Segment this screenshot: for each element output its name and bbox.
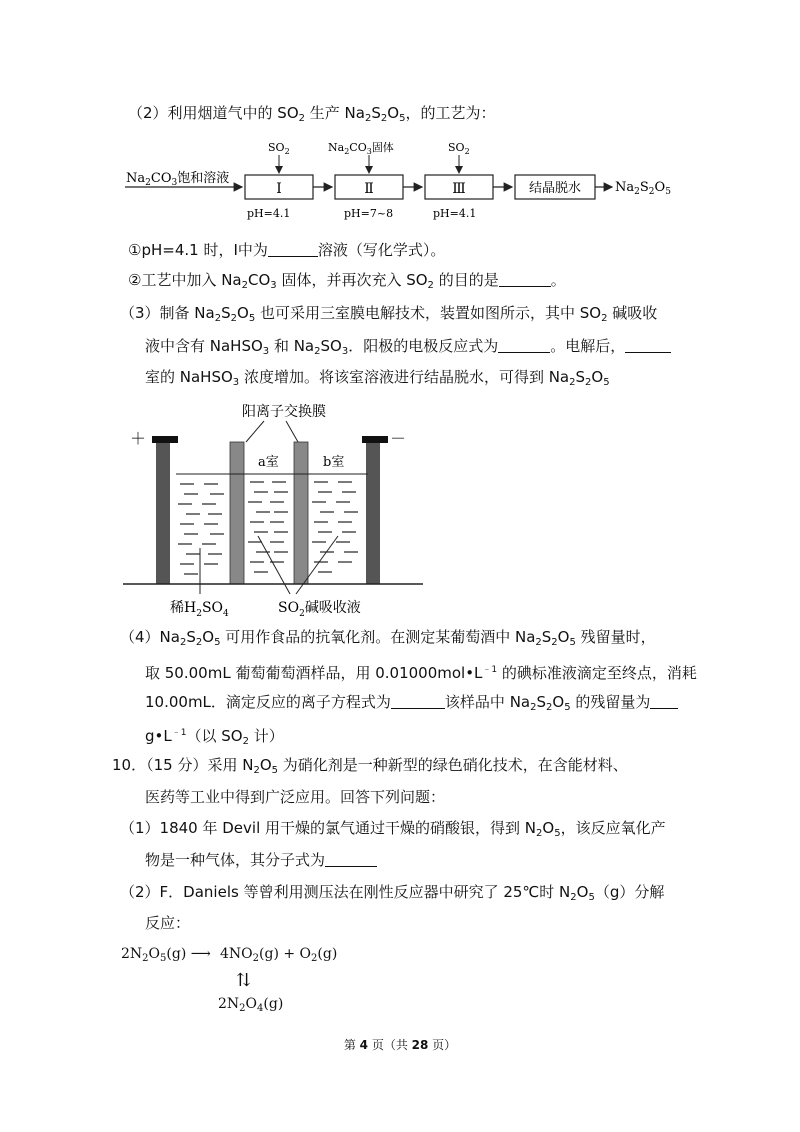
q10-2-line-2: 反应： (145, 914, 191, 932)
equation-right-1: $4NO_2(g) + O_2(g)$ (220, 946, 338, 964)
flow-start-label: $Na_2CO_3$饱和溶液 (126, 171, 230, 188)
q4-line-1: $(4)Na_2S_2O_5$ 可用作食品的抗氧化剂。在测定某葡萄酒中 $Na_2S_2O_5$ 残留量时， (120, 628, 656, 648)
question-ii: ②工艺中加入 $Na_2CO_3$ 固体，并再次充入 $SO_2$ 的目的是 。 (128, 271, 566, 291)
svg-text:Ⅲ: Ⅲ (452, 181, 466, 197)
svg-text:阳离子交换膜: 阳离子交换膜 (242, 404, 326, 420)
svg-text:pH=4.1: pH=4.1 (433, 207, 477, 220)
q2-intro: （2）利用烟道气中的 $SO_2$ 生产 $Na_2S_2O_5$，的工艺为： (128, 104, 496, 124)
membrane-left (230, 442, 244, 584)
plus-terminal-label: ＋ (130, 429, 147, 448)
process-flow-diagram (120, 138, 690, 226)
cathode-electrode (366, 442, 380, 584)
q3-line-3: 室的 NaHSO$_3$ 浓度增加。将该室溶液进行结晶脱水，可得到 $Na_2S_2O_5$ (145, 368, 610, 388)
q4-line-2: 取 50.00mL 葡萄葡萄酒样品，用 $0.01000mol•L^{﹣1}$ 的碘标准液滴定至终点，消耗 (145, 664, 697, 682)
flow-product-label: $Na_2S_2O_5$ (615, 180, 671, 197)
minus-terminal-label: － (390, 429, 407, 448)
membrane-right (294, 442, 308, 584)
equation-right-2: $2N_2O_4(g)$ (218, 996, 284, 1014)
q10-1-line-1: （1）1840 年 Devil 用干燥的氯气通过干燥的硝酸银，得到 $N_2O_5$，该反应氧化产 (120, 819, 666, 839)
q3-line-1: （3）制备 $Na_2S_2O_5$ 也可采用三室膜电解技术，装置如图所示，其中 $SO_2$ 碱吸收 (120, 304, 658, 324)
q4-line-3: 10.00mL．滴定反应的离子方程式为 该样品中 $Na_2S_2O_5$ 的残留量为 (145, 692, 678, 718)
absorbent-label: $SO_2$碱吸收液 (278, 600, 361, 619)
svg-text:Ⅱ: Ⅱ (364, 181, 374, 197)
step-2-solid-label: $Na_2CO_3$固体 (328, 141, 394, 156)
dilute-acid-label: 稀$H_2SO_4$ (170, 600, 229, 619)
step-3-so2-label: $SO_2$ (448, 141, 470, 156)
q10-line-2: 医药等工业中得到广泛应用。回答下列问题： (145, 788, 446, 806)
q3-line-2: 液中含有 NaHSO$_3$ 和 $Na_2SO_3$．阳极的电极反应式为 。电解后， (145, 336, 671, 362)
svg-text:pH=4.1: pH=4.1 (247, 207, 291, 220)
svg-text:a室: a室 (258, 455, 279, 470)
q10-1-line-2: 物是一种气体，其分子式为 (145, 850, 377, 870)
svg-text:pH=7~8: pH=7~8 (344, 207, 394, 220)
q4-line-4: $g•L^{﹣1}$（以 $SO_2$ 计） (145, 727, 284, 747)
svg-text:b室: b室 (323, 455, 345, 470)
step-1-so2-label: $SO_2$ (268, 141, 290, 156)
equilibrium-arrow: ⇅ (236, 970, 252, 991)
equation-left: $2N_2O_5(g)$ ⟶ (121, 946, 211, 964)
anode-electrode (156, 442, 170, 584)
question-i: ①pH=4.1 时，Ⅰ中为 溶液（写化学式）。 (128, 241, 446, 259)
electrolysis-cell-diagram (118, 398, 438, 620)
reaction-arrow: ⟶ (190, 946, 211, 962)
svg-text:Ⅰ: Ⅰ (276, 181, 282, 197)
svg-text:结晶脱水: 结晶脱水 (528, 181, 582, 196)
q10-line-1: 10．（15 分）采用 $N_2O_5$ 为硝化剂是一种新型的绿色硝化技术，在含能材料、 (112, 756, 628, 776)
q10-2-line-1: （2）F．Daniels 等曾利用测压法在刚性反应器中研究了 25℃时 $N_2O_5(g)$分解 (120, 883, 665, 903)
page-footer: 第 4 页（共 28 页） (343, 1038, 457, 1052)
